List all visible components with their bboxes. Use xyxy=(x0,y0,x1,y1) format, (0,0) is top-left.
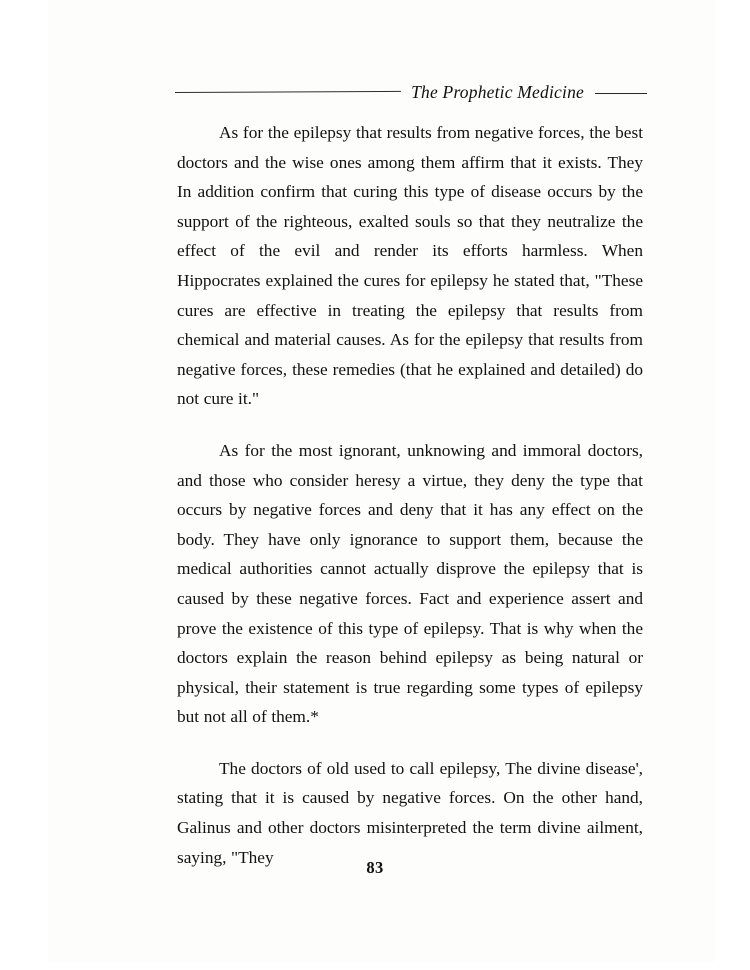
running-head-title: The Prophetic Medicine xyxy=(411,81,584,102)
body-paragraph: As for the epilepsy that results from negative forces, the best doctors and the wise ones among them affirm that it exists. They In addition confirm that curing this type of disease occurs by the support of the righteous, exalted souls so that they neutralize the effect of the evil and render its efforts harmless. When Hippocrates explained the cures for epilepsy he stated that, "These cures are effective in treating the epilepsy that results from chemical and material causes. As for the epilepsy that results from negative forces, these remedies (that he explained and detailed) do not cure it." xyxy=(177,123,643,409)
body-paragraph: As for the most ignorant, unknowing and immoral doctors, and those who consider heresy a virtue, they deny the type that occurs by negative forces and deny that it has any effect on the body. They have only ignorance to support them, because the medical authorities cannot actually disprove the epilepsy that is caused by these negative forces. Fact and experience assert and prove the existence of this type of epilepsy. That is why when the doctors explain the reason behind epilepsy as being natural or physical, their statement is true regarding some types of epilepsy but not all of them.* xyxy=(177,440,643,727)
header-rule-right-icon xyxy=(595,93,647,94)
running-head xyxy=(175,76,647,108)
header-rule-left-icon xyxy=(175,91,401,93)
body-text-column xyxy=(177,118,643,872)
body-paragraph: The doctors of old used to call epilepsy, The divine disease', stating that it is caused by negative forces. On the other hand, Galinus and other doctors misinterpreted the term divine ailment, saying, "They xyxy=(177,758,643,867)
page-number: 83 xyxy=(366,858,384,877)
